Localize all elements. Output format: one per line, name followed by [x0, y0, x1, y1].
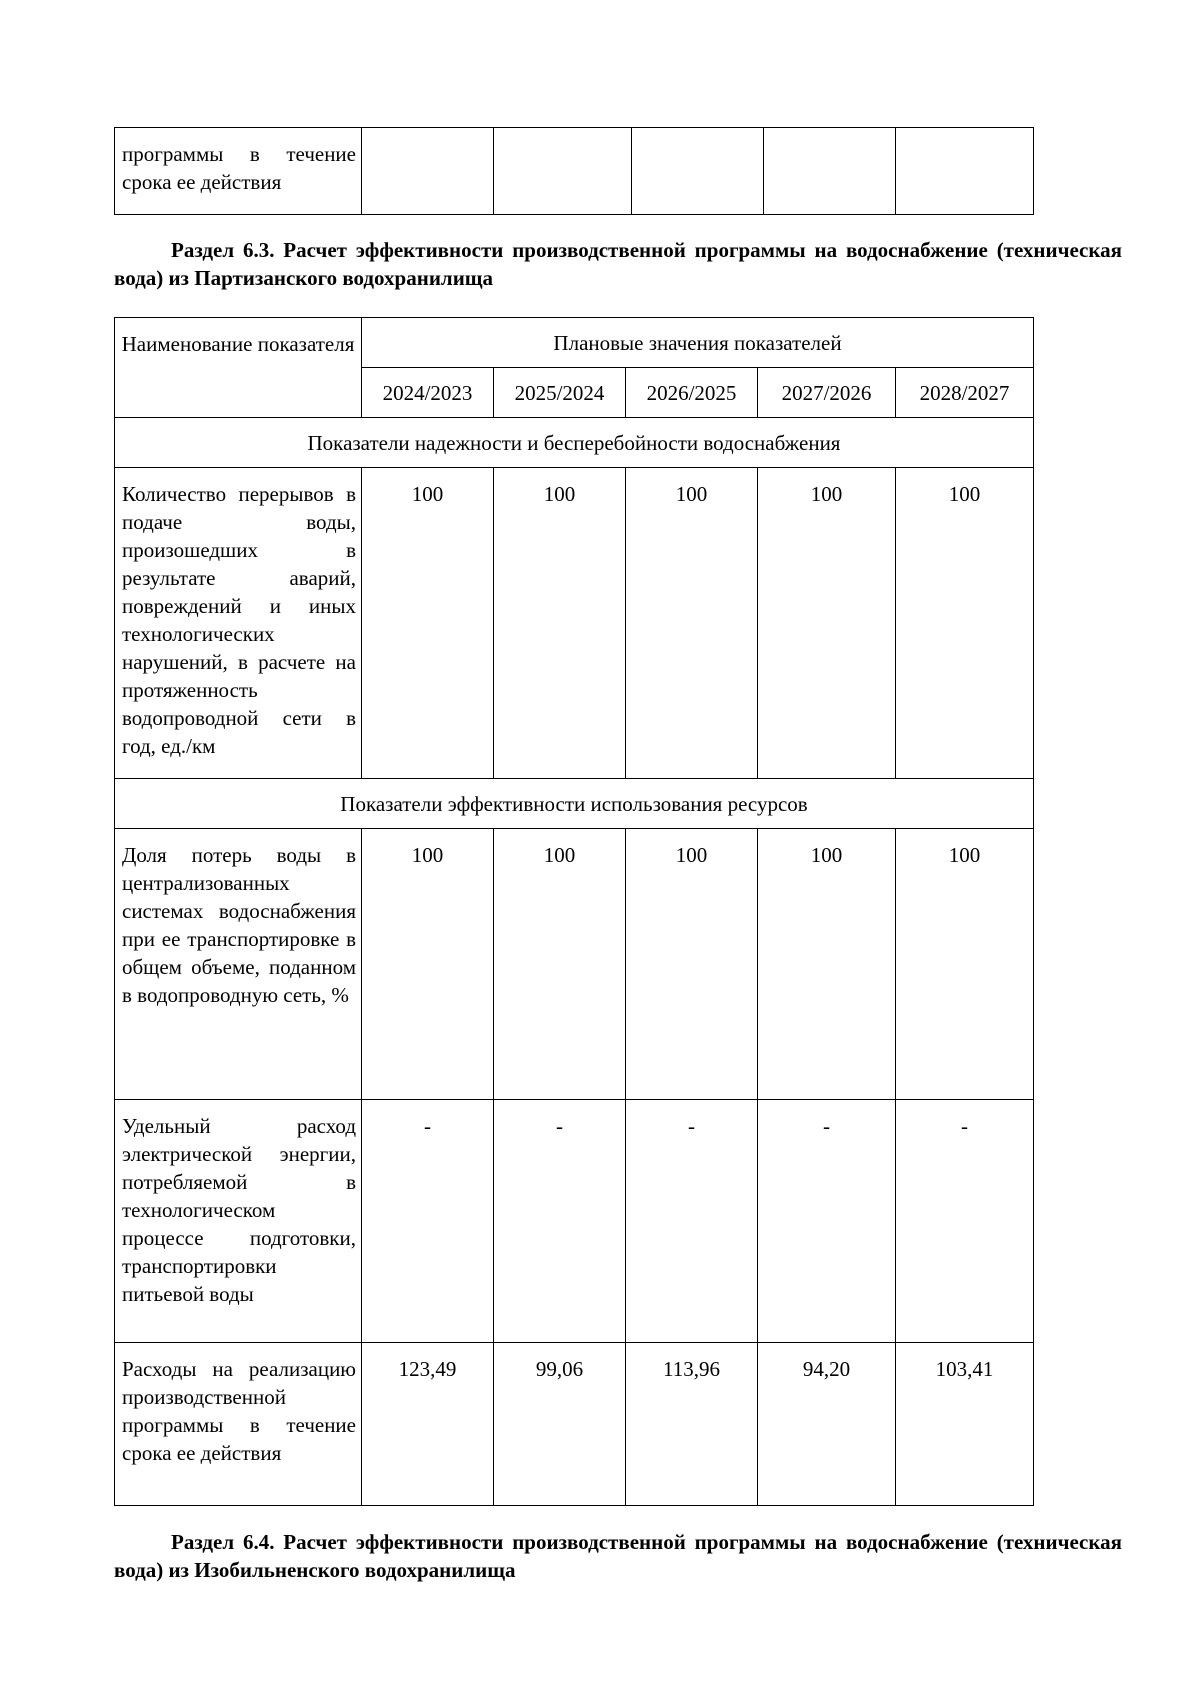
- year-header: 2028/2027: [896, 368, 1034, 418]
- value-cell: [494, 128, 632, 215]
- value-cell: -: [896, 1100, 1034, 1343]
- value-cell: 100: [896, 468, 1034, 779]
- value-cell: 100: [896, 829, 1034, 1100]
- table-row: [115, 128, 1034, 215]
- section-row: [115, 418, 1034, 468]
- value-cell: 100: [494, 829, 626, 1100]
- row-name: Количество перерывов в подаче воды, произошедших в результате аварий, повреждений и иных технологических нарушений, в расчете на протяженность водопроводной сети в год, ед./км: [115, 468, 362, 779]
- section-6-3-title: Раздел 6.3. Расчет эффективности производственной программы на водоснабжение (техническая вода) из Партизанского водохранилища: [114, 238, 1122, 290]
- column-header-name: Наименование показателя: [115, 318, 362, 418]
- value-cell: 94,20: [758, 1343, 896, 1506]
- year-header: 2025/2024: [494, 368, 626, 418]
- value-cell: 100: [626, 468, 758, 779]
- row-name: Расходы на реализацию производственной программы в течение срока ее действия: [115, 1343, 362, 1506]
- value-cell: 100: [494, 468, 626, 779]
- value-cell: [764, 128, 896, 215]
- row-name: программы в течение срока ее действия: [115, 128, 362, 215]
- year-header: 2024/2023: [362, 368, 494, 418]
- value-cell: 100: [758, 829, 896, 1100]
- value-cell: -: [494, 1100, 626, 1343]
- value-cell: [896, 128, 1034, 215]
- value-cell: 100: [362, 468, 494, 779]
- section-title-reliability: Показатели надежности и бесперебойности водоснабжения: [115, 418, 1034, 468]
- section-title-resources: Показатели эффективности использования ресурсов: [115, 779, 1034, 829]
- value-cell: 100: [758, 468, 896, 779]
- section-6-3-heading: [114, 236, 1122, 292]
- table-row: [115, 829, 1034, 1100]
- year-header: 2026/2025: [626, 368, 758, 418]
- group-header: Плановые значения показателей: [362, 318, 1034, 368]
- table-row: [115, 468, 1034, 779]
- row-name: Доля потерь воды в централизованных системах водоснабжения при ее транспортировке в общем объеме, поданном в водопроводную сеть, %: [115, 829, 362, 1100]
- value-cell: 100: [362, 829, 494, 1100]
- value-cell: 100: [626, 829, 758, 1100]
- header-row: [115, 318, 1034, 368]
- value-cell: 99,06: [494, 1343, 626, 1506]
- continued-table: [114, 127, 1034, 215]
- table-row: [115, 1343, 1034, 1506]
- value-cell: -: [626, 1100, 758, 1343]
- value-cell: -: [758, 1100, 896, 1343]
- section-6-4-title: Раздел 6.4. Расчет эффективности производственной программы на водоснабжение (техническая вода) из Изобильненского водохранилища: [114, 1530, 1122, 1582]
- value-cell: [632, 128, 764, 215]
- table-row: [115, 1100, 1034, 1343]
- year-header: 2027/2026: [758, 368, 896, 418]
- section-6-4-heading: [114, 1528, 1122, 1584]
- value-cell: 123,49: [362, 1343, 494, 1506]
- value-cell: [362, 128, 494, 215]
- section-row: [115, 779, 1034, 829]
- value-cell: 113,96: [626, 1343, 758, 1506]
- efficiency-table: [114, 317, 1034, 1506]
- value-cell: -: [362, 1100, 494, 1343]
- row-name: Удельный расход электрической энергии, потребляемой в технологическом процессе подготовки, транспортировки питьевой воды: [115, 1100, 362, 1343]
- value-cell: 103,41: [896, 1343, 1034, 1506]
